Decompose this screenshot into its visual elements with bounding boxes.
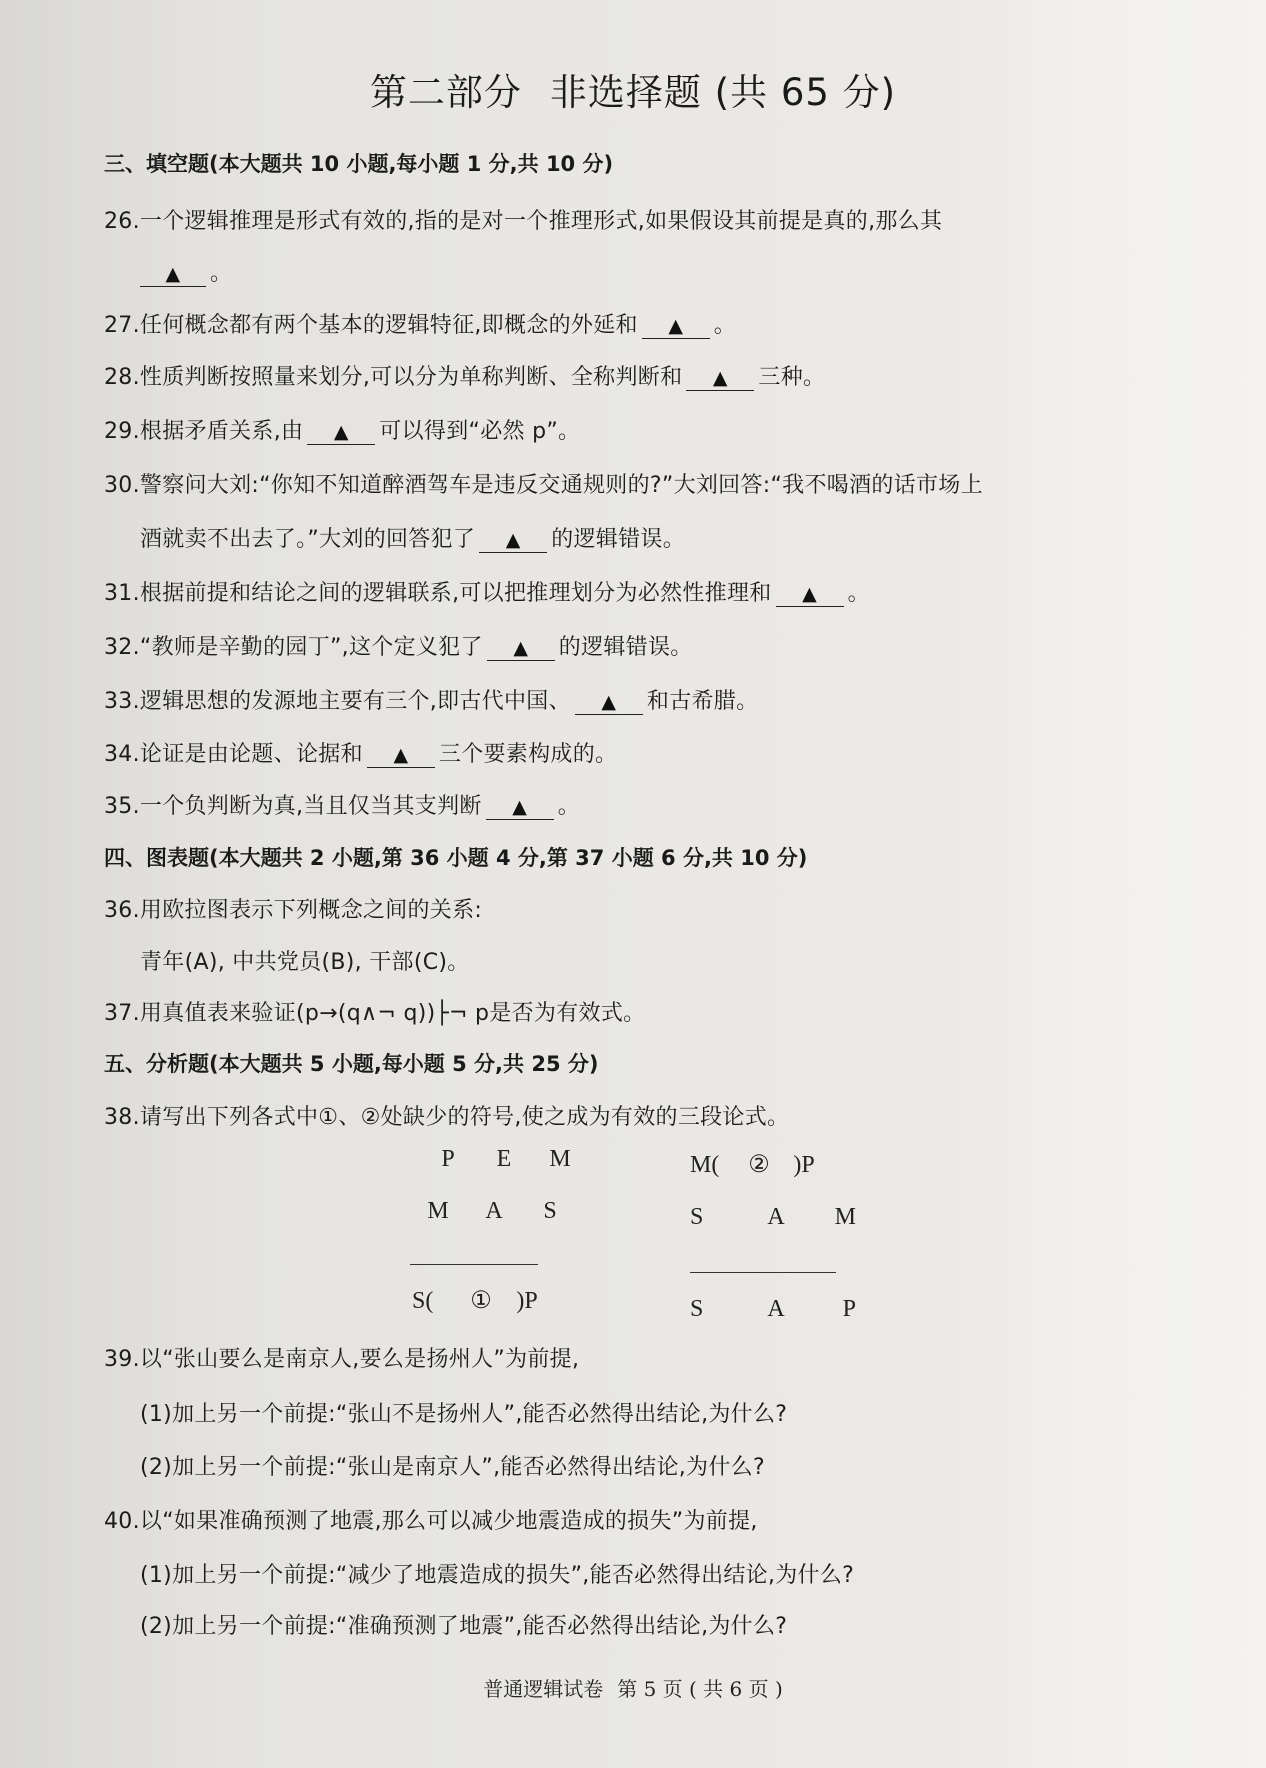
part-name: 非选择题 (共 65 分) [549,71,897,114]
triangle-marker-icon: ▲ [712,367,728,389]
question-number: 36. [104,898,140,923]
syllogism-right-premise-2: S A M [690,1204,856,1230]
triangle-marker-icon: ▲ [668,315,684,337]
question-text: 以“张山要么是南京人,要么是扬州人”为前提, [139,1347,580,1372]
question-40-sub-1: (1)加上另一个前提:“减少了地震造成的损失”,能否必然得出结论,为什么? [140,1563,855,1588]
question-32: 32.“教师是辛勤的园丁”,这个定义犯了 ▲ 的逻辑错误。 [104,635,693,660]
question-39 [104,1342,579,1373]
question-text: 警察问大刘:“你知不知道醉酒驾车是违反交通规则的?”大刘回答:“我不喝酒的话市场上 [139,473,983,498]
question-38 [104,1100,789,1131]
question-26 [104,204,942,235]
page-number: 第 5 页 ( 共 6 页 ) [617,1677,783,1701]
page-footer [0,1673,1266,1702]
syllogism-left-premise-2: M A S [427,1198,557,1224]
question-number: 27. [104,313,140,338]
question-number: 29. [104,419,140,444]
triangle-marker-icon: ▲ [802,583,818,605]
question-text: 一个逻辑推理是形式有效的,指的是对一个推理形式,如果假设其前提是真的,那么其 [139,209,943,234]
question-40 [104,1504,758,1535]
part-label: 第二部分 [369,71,522,114]
triangle-marker-icon: ▲ [505,529,521,551]
question-number: 39. [104,1347,140,1372]
question-34: 34.论证是由论题、论据和 ▲ 三个要素构成的。 [104,742,618,767]
question-number: 30. [104,473,140,498]
question-number: 33. [104,689,140,714]
question-text: 根据前提和结论之间的逻辑联系,可以把推理划分为必然性推理和 [139,581,772,606]
syllogism-right-premise-1: M( ② )P [690,1152,815,1178]
question-number: 32. [104,635,140,660]
section-5-heading: 五、分析题(本大题共 5 小题,每小题 5 分,共 25 分) [104,1052,599,1076]
question-30-line-2: 酒就卖不出去了。”大刘的回答犯了 ▲ 的逻辑错误。 [140,527,686,552]
question-text: 用欧拉图表示下列概念之间的关系: [139,898,483,923]
exam-name: 普通逻辑试卷 [483,1677,604,1701]
question-text: “教师是辛勤的园丁”,这个定义犯了 [139,635,483,660]
part-title [0,62,1266,116]
question-33: 33.逻辑思想的发源地主要有三个,即古代中国、 ▲ 和古希腊。 [104,689,759,714]
question-number: 34. [104,742,140,767]
question-number: 37. [104,1001,140,1026]
question-28: 28.性质判断按照量来划分,可以分为单称判断、全称判断和 ▲ 三种。 [104,365,826,390]
triangle-marker-icon: ▲ [165,263,181,285]
question-number: 35. [104,794,140,819]
question-text: 任何概念都有两个基本的逻辑特征,即概念的外延和 [139,313,638,338]
question-36 [104,893,482,924]
answer-blank[interactable] [575,690,643,715]
answer-blank[interactable] [487,636,555,661]
syllogism-left-divider [410,1264,538,1265]
question-number: 31. [104,581,140,606]
syllogism-right-conclusion: S A P [690,1296,856,1322]
answer-blank[interactable] [642,314,710,339]
question-30 [104,468,983,499]
triangle-marker-icon: ▲ [513,637,529,659]
section-4-heading: 四、图表题(本大题共 2 小题,第 36 小题 4 分,第 37 小题 6 分,共 10 分) [104,846,808,870]
question-text: 以“如果准确预测了地震,那么可以减少地震造成的损失”为前提, [139,1509,758,1534]
question-39-sub-2: (2)加上另一个前提:“张山是南京人”,能否必然得出结论,为什么? [140,1455,765,1480]
answer-blank[interactable] [776,582,844,607]
triangle-marker-icon: ▲ [512,796,528,818]
question-35: 35.一个负判断为真,当且仅当其支判断 ▲ 。 [104,794,580,819]
question-29: 29.根据矛盾关系,由 ▲ 可以得到“必然 p”。 [104,419,581,444]
question-text: 一个负判断为真,当且仅当其支判断 [139,794,482,819]
answer-blank[interactable] [486,795,554,820]
question-37 [104,996,645,1027]
question-number: 40. [104,1509,140,1534]
question-text: 论证是由论题、论据和 [139,742,363,767]
question-text: 逻辑思想的发源地主要有三个,即古代中国、 [139,689,571,714]
question-27: 27.任何概念都有两个基本的逻辑特征,即概念的外延和 ▲ 。 [104,313,737,338]
syllogism-left-conclusion: S( ① )P [412,1288,538,1314]
question-text: 性质判断按照量来划分,可以分为单称判断、全称判断和 [139,365,683,390]
question-number: 28. [104,365,140,390]
triangle-marker-icon: ▲ [601,691,617,713]
answer-blank[interactable] [140,262,206,287]
question-40-sub-2: (2)加上另一个前提:“准确预测了地震”,能否必然得出结论,为什么? [140,1614,788,1639]
blank-1[interactable]: ① [470,1288,492,1314]
triangle-marker-icon: ▲ [393,744,409,766]
answer-blank[interactable] [367,743,435,768]
question-number: 38. [104,1105,140,1130]
question-39-sub-1: (1)加上另一个前提:“张山不是扬州人”,能否必然得出结论,为什么? [140,1402,788,1427]
syllogism-left-premise-1: P E M [441,1146,571,1172]
question-text: 用真值表来验证(p→(q∧¬ q))├¬ p是否为有效式。 [139,1001,646,1026]
question-text: 酒就卖不出去了。”大刘的回答犯了 [140,527,476,552]
question-number: 26. [104,209,140,234]
section-3-heading: 三、填空题(本大题共 10 小题,每小题 1 分,共 10 分) [104,152,614,176]
syllogism-right-divider [690,1272,836,1273]
question-26-blank-line: ▲ 。 [140,256,232,287]
answer-blank[interactable] [686,366,754,391]
blank-2[interactable]: ② [748,1152,770,1178]
question-31: 31.根据前提和结论之间的逻辑联系,可以把推理划分为必然性推理和 ▲ 。 [104,581,870,606]
triangle-marker-icon: ▲ [333,421,349,443]
question-text: 请写出下列各式中①、②处缺少的符号,使之成为有效的三段论式。 [139,1105,790,1130]
answer-blank[interactable] [307,420,375,445]
question-36-items: 青年(A), 中共党员(B), 干部(C)。 [140,950,470,975]
answer-blank[interactable] [479,528,547,553]
question-text: 根据矛盾关系,由 [139,419,304,444]
